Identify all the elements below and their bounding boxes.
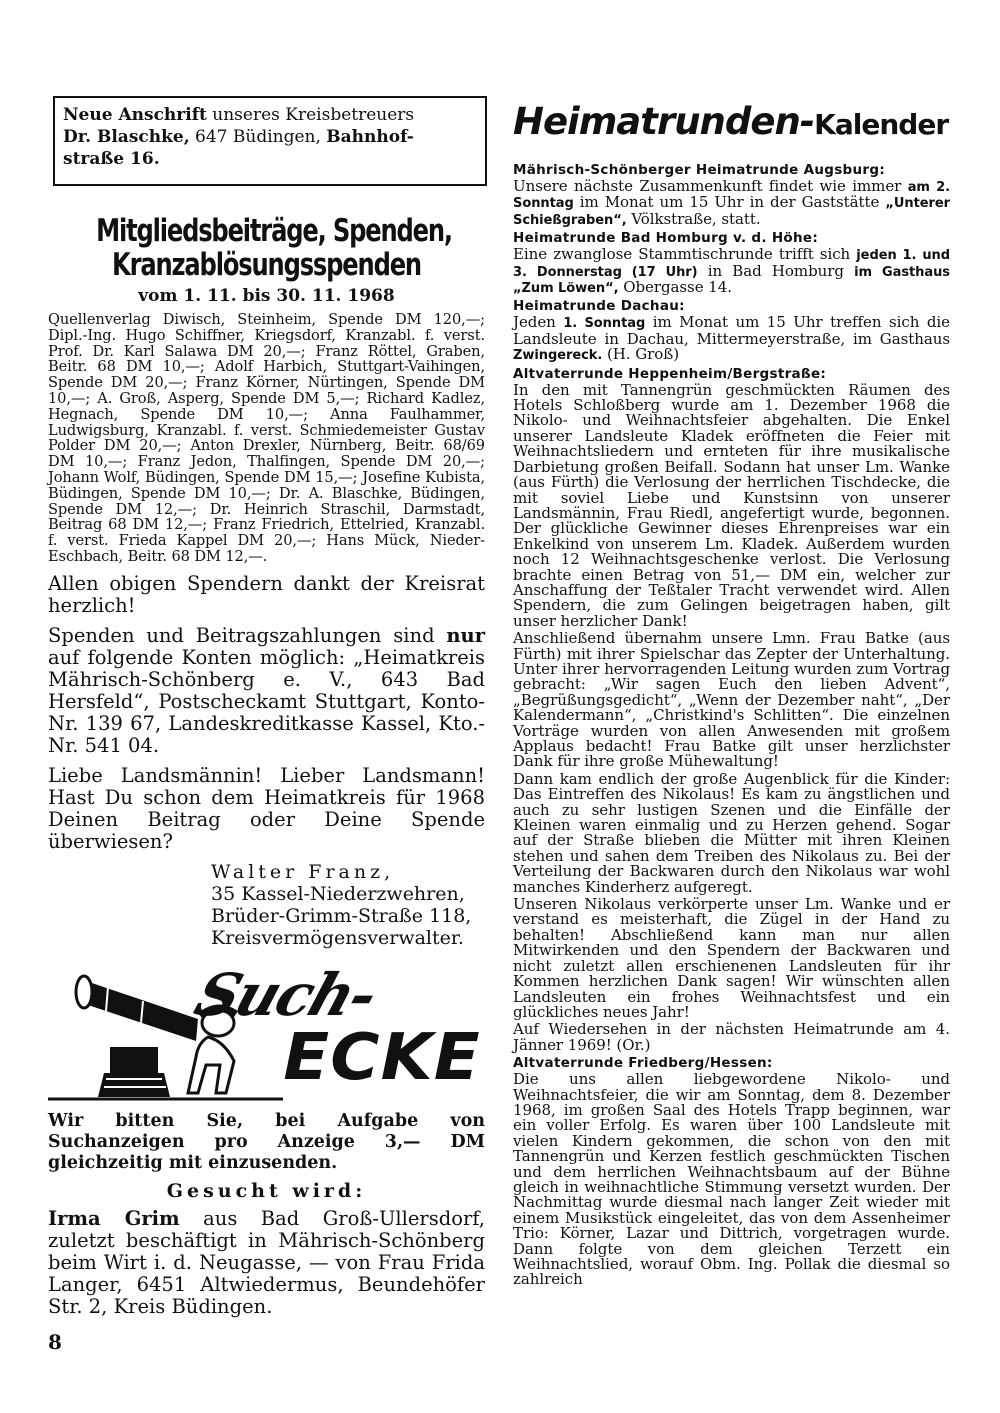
- section-homburg-text: [513, 247, 950, 296]
- search-details: aus Bad Groß-Ullersdorf, zuletzt beschäftigt in Mährisch-Schönberg beim Wirt i. d. Neugasse, — von Frau Frida Langer, 6451 Altwiedermus, Beundehöfer Str. 2, Kreis Büdingen.: [48, 1206, 485, 1318]
- signature-name: Walter Franz,: [211, 860, 395, 883]
- s1-text-b: im Monat um 15 Uhr in der Gaststätte: [573, 193, 886, 212]
- address-street-2: straße 16.: [63, 149, 160, 169]
- search-name: Irma Grim: [48, 1206, 180, 1230]
- such-logo-script: Such-: [186, 960, 385, 1029]
- signature-line3: Brüder-Grimm-Straße 118,: [211, 904, 472, 927]
- calendar-title: [513, 100, 950, 150]
- section-heppenheim-text-4: Unseren Nikolaus verkörperte unser Lm. Wanke und er verstand es meisterhaft, die Zügel in der Hand zu behalten! Abschließend kann man nur allen Mitwirkenden und den Spendern der Backwaren und nicht zuletzt allen erschienenen Landsleuten für ihr Kommen herzlichen Dank sagen! Wir wünschten allen Landsleuten ein frohes Weihnachtsfest und ein glückliches neues Jahr!: [513, 895, 950, 1021]
- thanks-text: Allen obigen Spendern dankt der Kreisrat herzlich!: [48, 571, 485, 617]
- s1-text-a: Unsere nächste Zusammenkunft findet wie immer: [513, 177, 908, 195]
- section-heppenheim-text-1: In den mit Tannengrün geschmückten Räumen des Hotels Schloßberg wurde am 1. Dezember 1968 die Nikolo- und Weihnachtsfeier abgehalten. Die Enkel unserer Landsleute Kladek eröffneten die Feier mit Weihnachtsliedern und ernteten für ihre musikalische Darbietung großen Beifall. Sodann hat unser Lm. Wanke (aus Fürth) die Verlosung der herrlichen Tischdecke, die mit soviel Liebe und Kunstsinn von unserer Landsmännin, Frau Riedl, angefertigt wurde, begonnen. Der glückliche Gewinner dieses Ehrenpreises war ein Enkelkind von unserem Lm. Kladek. Außerdem wurden noch 12 Weihnachtsgeschenke verlost. Die Verlosung brachte einen Betrag von 51,— DM ein, welcher zur Anschaffung der Teßtaler Tracht verwendet wird. Allen Spendern, die zum Gelingen beigetragen haben, gilt unser herzlicher Dank!: [513, 380, 950, 630]
- section-heppenheim-head: Altvaterrunde Heppenheim/Bergstraße:: [513, 365, 827, 382]
- address-street: Bahnhof-: [326, 127, 414, 147]
- signature-block: [211, 861, 485, 949]
- section-heppenheim-text-3: Dann kam endlich der große Augenblick für die Kinder: Das Eintreffen des Nikolaus! Es kam zu ängstlichen und auch zu sehr lustigen Szenen und die Einfälle der Kleinen waren einmalig und zu Herzen gehend. Sogar auf der Straße blieben die Mütter mit ihren Kleinen stehen und sahen dem Treiben des Nikolaus zu. Bei der Verteilung der Backwaren durch den Nikolaus war wohl manches Kinderherz aufgeregt.: [513, 769, 950, 896]
- accounts-pre: Spenden und Beitragszahlungen sind: [48, 623, 447, 647]
- calendar-title-script: Heimatrunden-: [513, 100, 815, 143]
- donations-title-line2: Kranzablösungsspenden: [111, 247, 421, 283]
- such-logo-block: ECKE: [283, 1020, 481, 1095]
- address-notice-box: [53, 96, 487, 186]
- donor-list: Quellenverlag Diwisch, Steinheim, Spende DM 120,—; Dipl.-Ing. Hugo Schiffner, Kriegsdorf, Kranzabl. f. verst. Prof. Dr. Karl Salawa DM 20,—; Franz Röttel, Graben, Beitr. 68 DM 10,—; Adolf Harbich, Stuttgart-Vaihingen, Spende DM 20,—; Franz Körner, Nürtingen, Spende DM 10,—; A. Groß, Asperg, Spende DM 5,—; Richard Kadlez, Hegnach, Spende DM 10,—; Anna Faulhammer, Ludwigsburg, Kranzabl. f. verst. Schmiedemeister Gustav Polder DM 20,—; Anton Drexler, Nürnberg, Beitr. 68/69 DM 10,—; Franz Jedon, Thalfingen, Spende DM 20,—; Johann Wolf, Büdingen, Spende DM 15,—; Josefine Kubista, Büdingen, Spende DM 10,—; Dr. A. Blaschke, Büdingen, Spende DM 12,—; Dr. Heinrich Straschil, Darmstadt, Beitrag 68 DM 12,—; Franz Friedrich, Ettelried, Kranzabl. f. verst. Frieda Kappel DM 20,—; Hans Mück, Nieder-Eschbach, Beitr. 68 DM 12,—.: [48, 311, 485, 565]
- s2-text-a: Eine zwanglose Stammtischrunde trifft sich: [513, 245, 857, 264]
- s3-bold-1: 1. Sonntag: [563, 316, 646, 332]
- section-augsburg-text: [513, 179, 950, 228]
- s3-text-b: im Monat um 15 Uhr treffen sich die Landsleute in Dachau, Mittermeyerstraße, im Gasthaus: [513, 313, 950, 348]
- accounts-nur: nur: [446, 623, 485, 647]
- s2-text-c: Obergasse 14.: [618, 278, 732, 297]
- signature-line4: Kreisvermögensverwalter.: [211, 926, 464, 949]
- address-city: 647 Büdingen,: [189, 127, 327, 147]
- s3-text-c: (H. Groß): [602, 345, 680, 364]
- donations-title-line1: Mitgliedsbeiträge, Spenden,: [96, 213, 452, 249]
- s1-bold-1: am 2. Sonntag: [513, 180, 950, 212]
- gesucht-heading: Gesucht wird:: [166, 1179, 367, 1202]
- section-dachau-head: Heimatrunde Dachau:: [513, 298, 685, 315]
- section-heppenheim-text-5: Auf Wiedersehen in der nächsten Heimatrunde am 4. Jänner 1969! (Or.): [513, 1020, 950, 1054]
- calendar-title-block: Kalender: [814, 108, 949, 141]
- accounts-post: auf folgende Konten möglich: „Heimatkreis Mährisch-Schönberg e. V., 643 Bad Hersfeld“, Postscheckamt Stuttgart, Konto-Nr. 139 67, Landeskreditkasse Kassel, Kto.-Nr. 541 04.: [48, 645, 485, 757]
- such-note: Wir bitten Sie, bei Aufgabe von Suchanzeigen pro Anzeige 3,— DM gleichzeitig mit einzusenden.: [48, 1110, 485, 1173]
- section-friedberg-text: Die uns allen liebgewordene Nikolo- und Weihnachtsfeier, die wir am Sonntag, dem 8. Dezember 1968, im großen Saal des Hotels Trapp beginnen, war ein voller Erfolg. Es waren über 100 Landsleute mit vielen Kindern gekommen, die schon von den mit Tannengrün und Kerzen festlich geschmückten Tischen und dem herrlichen Weihnachtsbaum auf der Bühne gleich in weihnachtliche Stimmung versetzt wurden. Der Nachmittag wurde diesmal nach langer Zeit wieder mit einem Musikstück eingeleitet, das von dem Assenheimer Trio: Körner, Lazar und Dittrich, vorgetragen wurde. Dann folgte von dem gleichen Terzett ein Weihnachtslied, worauf Obm. Ing. Pollak die diesmal so zahlreich: [513, 1070, 950, 1289]
- s1-text-c: Völkstraße, statt.: [626, 209, 761, 228]
- s3-text-a: Jeden: [513, 313, 564, 332]
- section-homburg-head: Heimatrunde Bad Homburg v. d. Höhe:: [513, 230, 819, 247]
- search-notice: [48, 1208, 485, 1318]
- address-name: Dr. Blaschke,: [63, 127, 190, 147]
- page-number: 8: [48, 1330, 62, 1354]
- address-label: Neue Anschrift: [63, 105, 207, 125]
- section-friedberg-head: Altvaterrunde Friedberg/Hessen:: [513, 1055, 773, 1072]
- section-heppenheim-text-2: Anschließend übernahm unsere Lmn. Frau Batke (aus Fürth) mit ihrer Spielschar das Zepter der Unterhaltung. Unter ihrer hervorragenden Leitung wurden zum Vortrag gebracht: „Wir sagen Euch den lieben Advent“, „Begrüßungsgedicht“, „Wenn der Dezember naht“, „Der Kalendermann“, „Christkind's Schlitten“. Die einzelnen Vorträge wurden von allen Anwesenden mit großem Applaus bedacht! Frau Batke gilt unser herzlichster Dank für ihre große Mühewaltung!: [513, 629, 950, 771]
- appeal-text: Liebe Landsmännin! Lieber Landsmann! Hast Du schon dem Heimatkreis für 1968 Deinen Beitrag oder Deine Spende überwiesen?: [48, 763, 485, 853]
- signature-line2: 35 Kassel-Niederzwehren,: [211, 882, 465, 905]
- date-range: vom 1. 11. bis 30. 11. 1968: [138, 286, 395, 306]
- address-line1: unseres Kreisbetreuers: [206, 105, 415, 125]
- s2-bold-2: im Gasthaus „Zum Löwen“,: [513, 264, 950, 297]
- s2-bold-1: jeden 1. und 3. Donnerstag (17 Uhr): [513, 248, 950, 280]
- section-augsburg-head: Mährisch-Schönberger Heimatrunde Augsburg:: [513, 162, 886, 178]
- s3-bold-2: Zwingereck.: [513, 348, 603, 364]
- section-dachau-text: [513, 315, 950, 363]
- accounts-text: [48, 625, 485, 757]
- left-column: [48, 96, 485, 1318]
- such-ecke-logo: [48, 961, 485, 1101]
- s1-bold-2: „Unterer Schießgraben“,: [513, 196, 950, 228]
- s2-text-b: in Bad Homburg: [697, 261, 855, 280]
- right-column: [513, 100, 950, 1290]
